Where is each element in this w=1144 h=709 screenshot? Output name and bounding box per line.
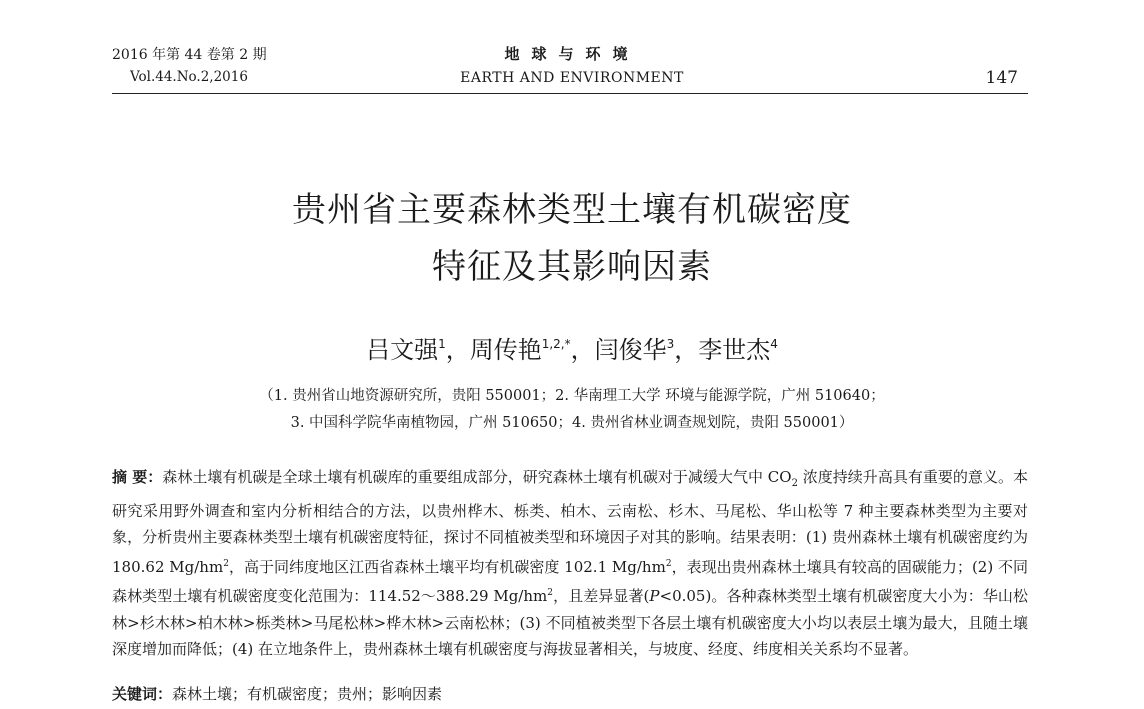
- header-rule: [112, 93, 1028, 94]
- issue-en: Vol.44.No.2,2016: [130, 69, 248, 85]
- abstract-text: ，且差异显著(: [552, 587, 650, 605]
- title-line-2: 特征及其影响因素: [432, 247, 712, 287]
- author-separator: ，: [445, 336, 470, 364]
- author-name: 李世杰: [698, 336, 771, 364]
- abstract-text: <0.05)。各种森林类型土壤有机碳密度大小为：华山松林>杉木林>柏木林>栎类林>马尾松林>桦木林>云南松林；(3) 不同植被类型下各层土壤有机碳密度大小均以表层土壤为最大，且随土壤深度增加而降低；(4) 在立地条件上，贵州森林土壤有机碳密度与海拔显著相关，与坡度、经度、纬度相关关系均不显著。: [112, 587, 1029, 658]
- author-list: [0, 330, 1144, 365]
- keywords: [112, 683, 442, 704]
- abstract-text: ，高于同纬度地区江西省森林土壤平均有机碳密度 102.1 Mg/hm: [228, 557, 666, 576]
- affiliation-line-1: （1. 贵州省山地资源研究所，贵阳 550001；2. 华南理工大学 环境与能源学院，广州 510640；: [259, 388, 885, 404]
- unit-superscript: 2: [547, 588, 553, 598]
- journal-title-en: EARTH AND ENVIRONMENT: [460, 70, 684, 86]
- unit-superscript: 2: [665, 558, 672, 569]
- unit-superscript: 2: [223, 558, 229, 569]
- journal-title-cn: 地球与环境: [504, 45, 640, 63]
- affiliation-line-2: 3. 中国科学院华南植物园，广州 510650；4. 贵州省林业调查规划院，贵阳 550001）: [290, 415, 854, 431]
- author-name: 周传艳: [469, 336, 542, 364]
- author-name: 闫俊华: [594, 336, 667, 364]
- author-affiliation-mark: 1: [438, 337, 446, 351]
- author-separator: ，: [674, 336, 699, 364]
- p-value-symbol: P: [649, 587, 660, 605]
- author-name: 吕文强: [366, 336, 439, 364]
- abstract-text: ，表现出贵州森林土壤具有较高的固碳能力；(2) 不同森林类型土壤有机碳密度变化范围为：114.52～388.29 Mg/hm: [112, 557, 1029, 605]
- abstract-label: 摘 要：: [112, 468, 163, 486]
- author-affiliation-mark: 1,2,*: [541, 337, 571, 351]
- keywords-text: 森林土壤；有机碳密度；贵州；影响因素: [172, 685, 443, 703]
- issue-cn: 2016 年第 44 卷第 2 期: [112, 47, 267, 63]
- abstract-text: 森林土壤有机碳是全球土壤有机碳库的重要组成部分，研究森林土壤有机碳对于减缓大气中 CO: [162, 468, 792, 486]
- abstract: [112, 464, 1028, 663]
- author-separator: ，: [570, 336, 595, 364]
- author-affiliation-mark: 3: [666, 337, 675, 351]
- paper-title: [0, 182, 1144, 296]
- title-line-1: 贵州省主要森林类型土壤有机碳密度: [292, 190, 852, 230]
- keywords-label: 关键词：: [112, 685, 173, 703]
- author-affiliation-mark: 4: [770, 337, 778, 351]
- abstract-text: 浓度持续升高具有重要的意义。本研究采用野外调查和室内分析相结合的方法，以贵州桦木、栎类、柏木、云南松、杉木、马尾松、华山松等 7 种主要森林类型为主要对象，分析贵州主要森林类型土壤有机碳密度特征，探讨不同植被类型和环境因子对其的影响。结果表明：(1) 贵州森林土壤有机碳密度约为 180.62 Mg/hm: [112, 468, 1028, 576]
- co2-subscript: 2: [791, 478, 798, 489]
- page-number: 147: [985, 68, 1018, 88]
